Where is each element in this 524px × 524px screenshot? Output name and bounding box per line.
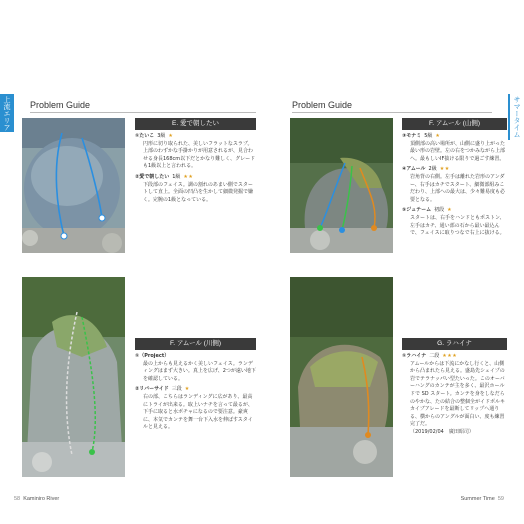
problem-grade: 1級 xyxy=(172,173,181,180)
problem-item xyxy=(402,166,507,204)
problem-description: スタートは、右手をハンドともポストン、左手はカチ、通い部の石から最い最込んで、フェイスに取りつなで右上に抜ける。 xyxy=(410,214,505,237)
problem-stars: ★★★ xyxy=(442,353,458,359)
side-tab-area: サマータイム xyxy=(508,94,524,140)
problem-name: ⑤ジュテーム xyxy=(402,207,432,214)
problem-item xyxy=(135,133,256,171)
section-body-f-mountain xyxy=(402,133,507,241)
section-heading-f-river: F. アムール (川側) xyxy=(135,338,256,350)
section-body-f-river xyxy=(135,353,256,435)
section-heading-g: G. ラハイナ xyxy=(402,338,507,350)
section-heading-f-mountain: F. アムール (山側) xyxy=(402,118,507,130)
problem-item xyxy=(135,174,256,204)
title-rule xyxy=(30,112,256,113)
problem-item xyxy=(135,353,256,383)
left-page xyxy=(0,62,262,502)
problem-item xyxy=(402,207,507,237)
problem-name: ①（Project） xyxy=(135,353,170,359)
page-footer xyxy=(14,496,59,502)
problem-name: ③モナミ xyxy=(402,133,422,139)
problem-description: 右の部、こちらはランディングに広があり、最高にトライが出来る。取上いナチを言って最るが、下手に取ると水ボチャになるので要注意。豪爽に、本気でカンテを舞一台下入水を伸ばすスタイルと見える。 xyxy=(143,393,253,431)
boulder-photo-f-mountain xyxy=(290,118,393,253)
problem-name: ①たいこ xyxy=(135,133,155,139)
problem-name: ②愛で朝したい xyxy=(135,173,170,180)
problem-name: ①ラハイナ xyxy=(402,353,427,359)
section-body-e xyxy=(135,133,256,207)
problem-grade: 初段 xyxy=(434,207,445,214)
problem-description: 下段部のフェイス。調の割れのあまい側でスタートして直上。全面の凹凸を生かして細微発掘で嫌く。完腕の1級となっている。 xyxy=(143,181,254,203)
footer-title: Summer Time xyxy=(460,496,495,502)
problem-name: ②リバーサイド xyxy=(135,386,169,393)
right-page xyxy=(262,62,524,502)
problem-stars: ★★ xyxy=(439,166,450,173)
section-heading-e: E. 愛で朝したい xyxy=(135,118,256,130)
footer-title: Kaminiro River xyxy=(23,496,60,502)
problem-stars: ★ xyxy=(184,386,190,393)
page-number: 59 xyxy=(497,496,504,502)
problem-name: ④アムール xyxy=(402,166,426,173)
problem-item xyxy=(402,353,507,437)
boulder-photo-g xyxy=(290,277,393,477)
problem-description: 最の上からも見えるかく美しいフェイス。ランディングはまず大きい。真上を広げ、2つが遠い地下を確認している。 xyxy=(143,360,256,382)
boulder-photo-f-river xyxy=(22,277,125,477)
problem-grade: 3級 xyxy=(157,133,166,139)
problem-description: 頂側部の高い場所が、山側に盛り上がった最い形の岩壁。左の右をつかみながら上部へ。最もしいIF抜ける限りで過ごす練習。 xyxy=(410,140,506,162)
section-body-g xyxy=(402,353,507,440)
problem-grade: 2級 xyxy=(428,166,437,173)
problem-description: アムールからは下流にかなし行くと、山側から凸まれたら見える。盛島先シェイプの岩でテラナッパい型たいった。このオーバーハングのカンテが主を多く、最沢ホールドで SD スタート。カンテを身をしなだらのやかな、たの結合の整個全がイドボルキカイブアレードを最断してリップへ通りる、横からのアングルが面白い、度も練習完了だ。 （2019/02/04 廣田昭司） xyxy=(410,360,506,435)
page-number: 58 xyxy=(14,496,21,502)
problem-item xyxy=(135,386,256,432)
guide-title: Problem Guide xyxy=(30,100,91,110)
problem-stars: ★★ xyxy=(183,173,194,180)
page-footer xyxy=(461,496,504,502)
side-tab-area: 上流エリア xyxy=(0,94,14,132)
title-rule xyxy=(292,112,492,113)
guide-title: Problem Guide xyxy=(292,100,353,110)
problem-grade: 5級 xyxy=(424,133,433,139)
problem-stars: ★ xyxy=(435,133,441,139)
problem-grade: 三段 xyxy=(171,386,182,393)
boulder-photo-e xyxy=(22,118,125,253)
problem-item xyxy=(402,133,507,163)
problem-stars: ★ xyxy=(168,133,174,139)
problem-description: 円形に切り取られた、美しいフラットなスラブ。上部のわずかな手掛かりが用意されるが、見合わせる身長168cm以下だとかなり難しく、グレードも1級以上と言われる。 xyxy=(143,140,256,170)
problem-stars: ★ xyxy=(447,207,453,214)
problem-description: 岩角背の右側。左手は離れた岩形のアンダー、右手はカチでスタート、細微部組みこだわり、上部への最大は、少々難易度も必要となる。 xyxy=(410,173,506,203)
problem-grade: 二段 xyxy=(429,353,440,359)
